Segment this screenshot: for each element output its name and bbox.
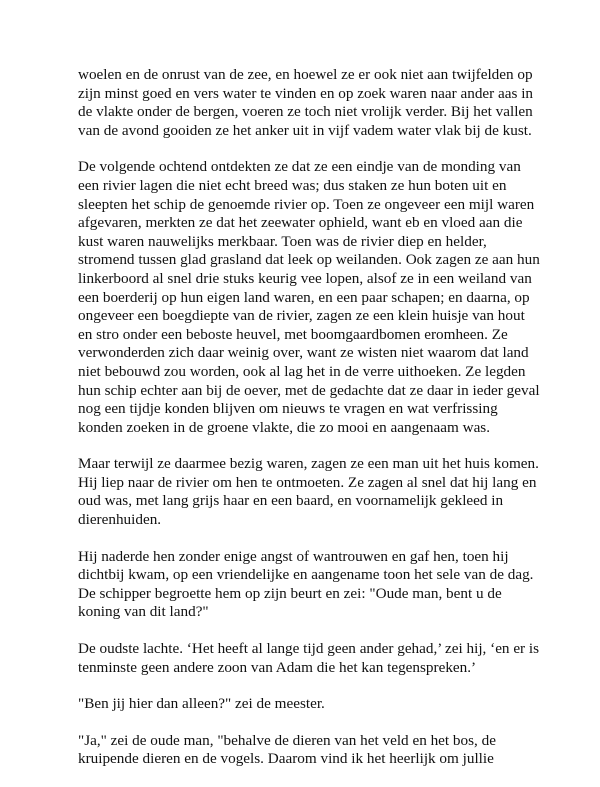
- text-line: De oudste lachte. ‘Het heeft al lange tijd geen ander gehad,’ zei hij, ‘en er is: [78, 640, 540, 658]
- text-line: dierenhuiden.: [78, 511, 162, 529]
- text-line: kruipende dieren en de vogels. Daarom vind ik het heerlijk om jullie: [78, 750, 494, 768]
- paragraph-5: [78, 640, 538, 677]
- text-line: afgevaren, merkten ze dat het zeewater ophield, want eb en vloed aan die: [78, 214, 523, 232]
- text-line: "Ben jij hier dan alleen?" zei de meester.: [78, 695, 325, 713]
- text-line: Hij naderde hen zonder enige angst of wantrouwen en gaf hen, toen hij: [78, 547, 509, 565]
- document-page: [78, 66, 538, 787]
- text-line: een rivier lagen die niet echt breed was; dus staken ze hun boten uit en: [78, 176, 507, 194]
- paragraph-4: [78, 548, 538, 622]
- text-line: verwonderden zich daar weinig over, want ze wisten niet waarom dat land: [78, 344, 529, 362]
- text-line: De schipper begroette hem op zijn beurt en zei: "Oude man, bent u de: [78, 584, 502, 602]
- paragraph-7: [78, 732, 538, 769]
- text-line: dichtbij kwam, op een vriendelijke en aangename toon het sele van de dag.: [78, 566, 534, 584]
- text-line: linkerboord al snel drie stuks keurig vee lopen, alsof ze in een weiland van: [78, 269, 532, 287]
- text-line: sleepten het schip de genoemde rivier op. Toen ze ongeveer een mijl waren: [78, 195, 535, 213]
- text-line: de vlakte onder de bergen, voeren ze toch niet vrolijk verder. Bij het vallen: [78, 103, 533, 121]
- text-line: koning van dit land?": [78, 603, 209, 621]
- text-line: niet bebouwd zou worden, ook al lag het in de verre uithoeken. Ze legden: [78, 362, 526, 380]
- text-line: nog een tijdje konden blijven om nieuws te vragen en wat verfrissing: [78, 400, 498, 418]
- text-line: en stro onder een beboste heuvel, met boomgaardbomen eromheen. Ze: [78, 325, 508, 343]
- text-line: oud was, met lang grijs haar en een baard, en voornamelijk gekleed in: [78, 492, 504, 510]
- text-line: konden zoeken in de groene vlakte, die zo mooi en aangenaam was.: [78, 418, 491, 436]
- text-line: Maar terwijl ze daarmee bezig waren, zagen ze een man uit het huis komen.: [78, 455, 539, 473]
- text-line: Hij liep naar de rivier om hen te ontmoeten. Ze zagen al snel dat hij lang en: [78, 473, 537, 491]
- text-line: van de avond gooiden ze het anker uit in vijf vadem water vlak bij de kust.: [78, 121, 532, 139]
- text-line: tenminste geen andere zoon van Adam die het kan tegenspreken.’: [78, 658, 477, 676]
- text-line: ongeveer een boegdiepte van de rivier, zagen ze een klein huisje van hout: [78, 307, 525, 325]
- text-line: zijn minst goed en vers water te vinden en op zoek waren naar ander aas in: [78, 84, 534, 102]
- text-line: "Ja," zei de oude man, "behalve de dieren van het veld en het bos, de: [78, 731, 496, 749]
- paragraph-1: [78, 66, 538, 140]
- text-line: stromend tussen glad grasland dat leek op weilanden. Ook zagen ze aan hun: [78, 251, 540, 269]
- text-line: een boerderij op hun eigen land waren, en een paar schapen; en daarna, op: [78, 288, 530, 306]
- text-line: woelen en de onrust van de zee, en hoewel ze er ook niet aan twijfelden op: [78, 66, 533, 83]
- paragraph-2: [78, 158, 538, 437]
- text-line: hun schip echter aan bij de oever, met de gedachte dat ze daar in ieder geval: [78, 381, 540, 399]
- text-line: kust waren nauwelijks merkbaar. Toen was de rivier diep en helder,: [78, 232, 487, 250]
- text-line: De volgende ochtend ontdekten ze dat ze een eindje van de monding van: [78, 158, 521, 176]
- paragraph-6: [78, 695, 538, 714]
- paragraph-3: [78, 455, 538, 529]
